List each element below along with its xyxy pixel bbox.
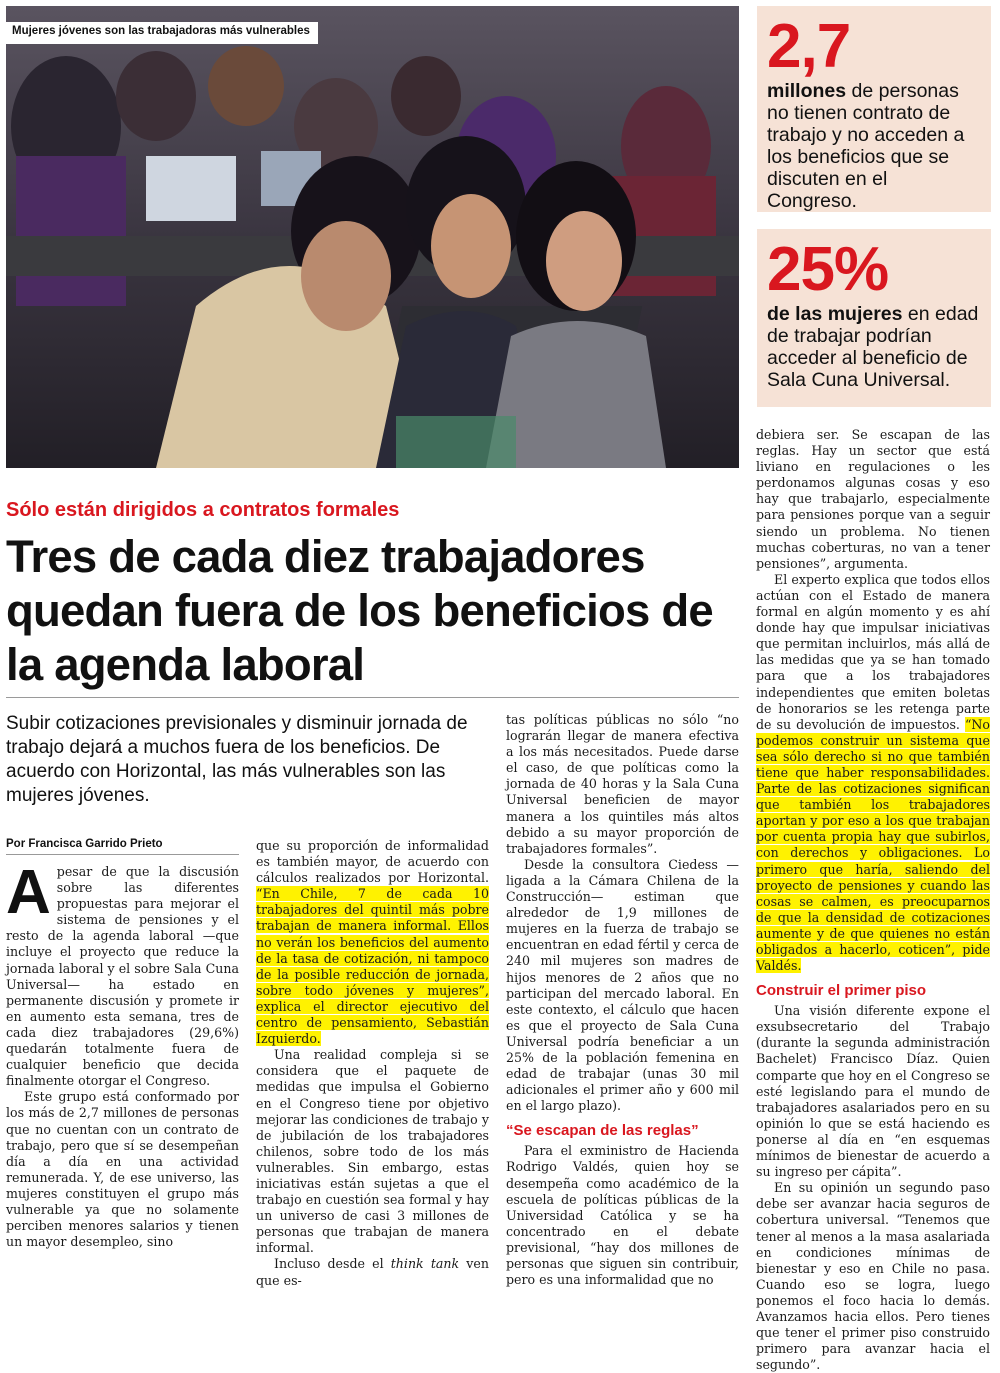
article-photo bbox=[6, 6, 739, 468]
divider bbox=[6, 697, 739, 698]
stat-text: de las mujeres en edad de trabajar podrían acceder al beneficio de Sala Cuna Universal. bbox=[767, 303, 979, 391]
paragraph: Una visión diferente expone el exsubsecretario del Trabajo (durante la segunda administración Bachelet) Francisco Díaz. Quien comparte que hoy en el Congreso se esté legislando para el mundo de trabajadores asalariados pero en su opinión lo que se está haciendo es ponerse al día en “en esquemas mínimos de bienestar de acuerdo a su ingreso per cápita”. bbox=[756, 1003, 990, 1180]
paragraph: En su opinión un segundo paso debe ser avanzar hacia seguros de cobertura universal. “Tenemos que tener al menos a la masa asalariada en condiciones mínimas de bienestar y eso en Chile no pasa. Cuando eso se logra, luego ponemos el foco hacia lo demás. Avanzamos hacia ellos. Pero tienes que tener el primer piso construido primero para avanzar hacia el segundo”. bbox=[756, 1180, 990, 1373]
stat-box-percent bbox=[757, 229, 991, 407]
article-headline: Tres de cada diez trabajadores quedan fuera de los beneficios de la agenda laboral bbox=[6, 531, 713, 690]
stat-text: millones de personas no tienen contrato de trabajo y no acceden a los beneficios que se discuten en el Congreso. bbox=[767, 80, 965, 212]
paragraph: tas políticas públicas no sólo “no lograrán llegar de manera efectiva a los más necesitados. Puede darse el caso, de que políticas como la jornada de 40 horas y la Sala Cuna Universal beneficien de mayor manera a los quintiles más altos debido a su mayor proporción de trabajadores formales”. bbox=[506, 712, 739, 856]
highlighted-quote: “En Chile, 7 de cada 10 trabajadores del quintil más pobre trabajan de manera informal. Ellos no verán los beneficios del aumento de la tasa de cotización, ni tampoco de la posible reducción de jornada, sobre todo jóvenes y mujeres”, explica el director ejecutivo del centro de pensamiento, Sebastián Izquierdo. bbox=[256, 886, 489, 1047]
stat-box-millions bbox=[757, 6, 991, 212]
article-column-3 bbox=[506, 712, 739, 1288]
paragraph: Incluso desde el think tank ven que es- bbox=[256, 1256, 489, 1288]
stat-number: 2,7 bbox=[767, 12, 851, 81]
paragraph: Este grupo está conformado por los más de 2,7 millones de personas que no cuentan con un contrato de trabajo, pero que sí se desempeñan día a día en una actividad remunerada. Y, de ese universo, las mujeres constituyen el grupo más vulnerable ya que no solamente perciben menores salarios y tienen un mayor desempleo, sino bbox=[6, 1089, 239, 1250]
paragraph: Para el exministro de Hacienda Rodrigo Valdés, quien hoy se desempeña como académico de la escuela de políticas públicas de la Universidad Católica y se ha concentrado en el debate previsional, “hay dos millones de personas que siguen sin contribuir, pero es una informalidad que no bbox=[506, 1143, 739, 1288]
paragraph: Apesar de que la discusión sobre las diferentes propuestas para mejorar el sistema de pensiones y el resto de la agenda laboral —que incluye el proyecto que reduce la jornada laboral y el sobre Sala Cuna Universal— ha estado en permanente discusión y promete ir en aumento esta semana, tres de cada diez trabajadores (29,6%) quedarán totalmente fuera de cualquier beneficio que decida finalmente otorgar el Congreso. bbox=[6, 858, 239, 1089]
paragraph: Una realidad compleja si se considera que el paquete de medidas que impulsa el Gobierno en el Congreso tiene por objetivo mejorar las condiciones de trabajo y de jubilación de los trabajadores chilenos, sobre todo de los más vulnerables. Sin embargo, estas iniciativas están sujetas a que el trabajo en cuestión sea formal y hay un universo de casi 3 millones de personas que trabajan de manera informal. bbox=[256, 1047, 489, 1256]
article-column-2 bbox=[256, 838, 489, 1289]
photo-caption: Mujeres jóvenes son las trabajadoras más vulnerables bbox=[6, 22, 318, 44]
paragraph: El experto explica que todos ellos actúan con el Estado de manera formal en algún momento y es ahí donde hay que impulsar iniciativas que permitan incluirlos, más allá de las medidas que ya se han tomado para que a los trabajadores independientes que emiten boletas de honorarios se les retenga parte de su devolución de impuestos. “No podemos construir un sistema que sea sólo derecho si no que también tiene que haber responsabilidades. Parte de las cotizaciones significan que también los trabajadores aportan y por eso a los que trabajan por cuenta propia hay que subirlos, con derechos y obligaciones. Lo primero que haría, saliendo del proyecto de pensiones y cuando las cosas se calmen, es preocuparnos de que la densidad de cotizaciones aumente y de que quienes no están obligados a hacerlo, coticen”, pide Valdés. bbox=[756, 571, 990, 974]
article-kicker: Sólo están dirigidos a contratos formales bbox=[6, 499, 400, 521]
article-column-4 bbox=[756, 427, 990, 1373]
article-byline: Por Francisca Garrido Prieto bbox=[6, 838, 163, 850]
divider bbox=[6, 854, 239, 855]
paragraph: debiera ser. Se escapan de las reglas. Hay un sector que está liviano en regulaciones o les perdonamos algunas cosas y eso hay que trabajarlo, especialmente para pensiones porque van a seguir siendo un problema. No tienen muchas coberturas, no van a tener pensiones”, argumenta. bbox=[756, 427, 990, 571]
highlighted-quote: “No podemos construir un sistema que sea sólo derecho si no que también tiene que haber responsabilidades. Parte de las cotizaciones significan que también los trabajadores aportan y por eso a los que trabajan por cuenta propia hay que subirlos, con derechos y obligaciones. Lo primero que haría, saliendo del proyecto de pensiones y cuando las cosas se calmen, es preocuparnos de que la densidad de cotizaciones aumente y de que quienes no están obligados a hacerlo, coticen”, pide Valdés. bbox=[756, 716, 990, 974]
section-subhead: “Se escapan de las reglas” bbox=[506, 1122, 699, 1140]
paragraph: que su proporción de informalidad es también mayor, de acuerdo con cálculos realizados por Horizontal. “En Chile, 7 de cada 10 trabajadores del quintil más pobre trabajan de manera informal. Ellos no verán los beneficios del aumento de la tasa de cotización, ni tampoco de la posible reducción de jornada, sobre todo jóvenes y mujeres”, explica el director ejecutivo del centro de pensamiento, Sebastián Izquierdo. bbox=[256, 838, 489, 1047]
drop-cap: A bbox=[6, 858, 51, 927]
stat-number: 25% bbox=[767, 235, 889, 304]
article-deck: Subir cotizaciones previsionales y disminuir jornada de trabajo dejará a muchos fuera de los beneficios. De acuerdo con Horizontal, las más vulnerables son las mujeres jóvenes. bbox=[6, 713, 468, 806]
section-subhead: Construir el primer piso bbox=[756, 982, 927, 1000]
paragraph: Desde la consultora Ciedess —ligada a la Cámara Chilena de la Construcción— estiman que alrededor de 1,9 millones de mujeres en la fuerza de trabajo se encuentran en edad fértil y cerca de 240 mil mujeres son madres de hijos menores de 2 años que no participan del mercado laboral. En este contexto, el cálculo que hacen es que el proyecto de Sala Cuna Universal podría beneficiar a un 25% de la población femenina en edad de trabajar (unas 30 mil adicionales el primer año y 600 mil en el largo plazo). bbox=[506, 856, 739, 1114]
article-column-1 bbox=[6, 858, 239, 1250]
photo-illustration bbox=[6, 6, 739, 468]
